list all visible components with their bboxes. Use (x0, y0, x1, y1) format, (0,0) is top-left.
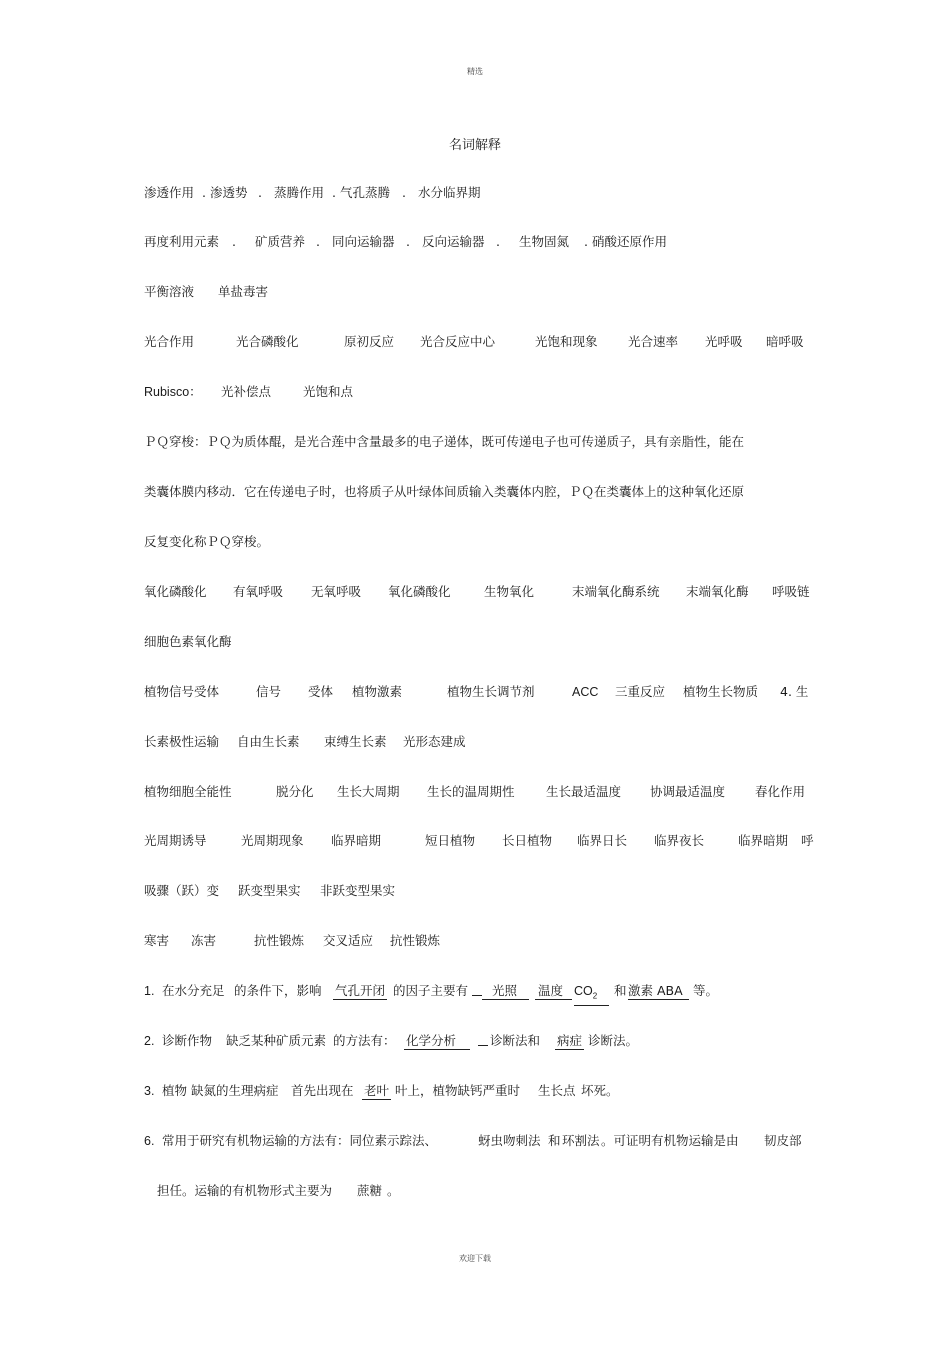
answer-blank-line (472, 982, 482, 996)
question-text: 等。 (693, 983, 719, 998)
term: 呼 (801, 833, 814, 848)
term: 光饱和点 (303, 384, 354, 399)
answer-text: 温度 (535, 983, 572, 1000)
term: . 气孔蒸腾 (332, 185, 390, 200)
page-title: 名词解释 (448, 138, 501, 153)
term: 植物生长物质 (683, 684, 759, 699)
term: 渗透作用 (144, 185, 195, 200)
term: 春化作用 (755, 784, 806, 799)
term: ACC (572, 685, 599, 699)
term: 再度利用元素 (144, 234, 220, 249)
term: 光周期诱导 (144, 833, 207, 848)
answer-underlined (535, 982, 572, 1000)
answer-blank-group (472, 982, 482, 1001)
term: 临界暗期 (738, 833, 789, 848)
term: 末端氧化酶 (686, 584, 749, 599)
answer-blank-line (478, 1032, 488, 1046)
term: . 硝酸还原作用 (584, 234, 667, 249)
answer-text: 生长点 (538, 1083, 576, 1098)
term: 无氧呼吸 (311, 584, 362, 599)
term: 三重反应 (615, 684, 666, 699)
term: 植物信号受体 (144, 684, 220, 699)
question-text: 的条件下，影响 (234, 983, 322, 998)
question-text: 首先出现在 (291, 1083, 354, 1098)
term: 长素极性运输 (144, 734, 220, 749)
term: 4. 生 (780, 684, 809, 699)
term: 生物固氮 (519, 234, 570, 249)
term: 植物生长调节剂 (447, 684, 535, 699)
term: Rubisco： (144, 385, 202, 399)
question-number: 3. (144, 1084, 155, 1098)
term-separator: . (402, 185, 406, 200)
term: 临界日长 (577, 833, 628, 848)
page-footer-mark: 欢迎下载 (459, 1254, 491, 1263)
term: 光合速率 (628, 334, 679, 349)
term: 长日植物 (502, 833, 553, 848)
question-text: 和 (548, 1133, 561, 1148)
term: 脱分化 (276, 784, 314, 799)
question-text: 诊断作物 (162, 1033, 213, 1048)
answer-text: 韧皮部 (764, 1133, 802, 1148)
question-text: 的方法有： (333, 1033, 396, 1048)
term: 临界夜长 (654, 833, 705, 848)
term: 冻害 (191, 933, 217, 948)
question-number: 1. (144, 984, 155, 998)
term-separator: . (232, 234, 236, 249)
answer-blank-group (478, 1032, 488, 1051)
question-text: 。 (387, 1183, 400, 1198)
term-separator: . (496, 234, 500, 249)
term: 矿质营养 (255, 234, 306, 249)
term: 氧化磷酸化 (144, 584, 207, 599)
answer-co2 (574, 983, 609, 1006)
answer-underlined (574, 982, 609, 1006)
term: 寒害 (144, 933, 170, 948)
answer-text: 光照 (482, 983, 529, 1000)
pq-paragraph-line-3: 反复变化称ＰＱ穿梭。 (144, 534, 270, 549)
term-separator: . (406, 234, 410, 249)
term: 光呼吸 (705, 334, 743, 349)
term: 信号 (256, 684, 282, 699)
term: 光周期现象 (241, 833, 304, 848)
term: 受体 (308, 684, 334, 699)
term: 生长的温周期性 (427, 784, 515, 799)
answer-underlined (333, 982, 387, 1000)
answer-subscript: 2 (592, 991, 598, 1001)
term: 原初反应 (344, 334, 395, 349)
term: 自由生长素 (237, 734, 300, 749)
term: 生长大周期 (337, 784, 400, 799)
term: . 渗透势 (202, 185, 248, 200)
answer-underlined (362, 1082, 391, 1100)
question-text: 的因子主要有 (393, 983, 469, 998)
question-text: 常用于研究有机物运输的方法有：同位素示踪法、 (162, 1133, 438, 1148)
question-number: 2. (144, 1034, 155, 1048)
question-text: 叶上，植物缺钙严重时 (395, 1083, 521, 1098)
term-separator: . (258, 185, 262, 200)
term: 光合作用 (144, 334, 195, 349)
term: 光合反应中心 (420, 334, 496, 349)
pq-paragraph-line-2: 类囊体膜内移动．它在传递电子时，也将质子从叶绿体间质输入类囊体内腔，ＰＱ在类囊体上的这种氧化还原 (144, 484, 745, 499)
answer-text: 老叶 (364, 1083, 390, 1098)
answer-underlined (482, 982, 529, 1000)
question-text: 坏死。 (581, 1083, 619, 1098)
term: 反向运输器 (422, 234, 485, 249)
pq-paragraph-line-1: ＰＱ穿梭：ＰＱ为质体醌，是光合莲中含量最多的电子递体，既可传递电子也可传递质子，具有亲脂性，能在 (144, 434, 745, 449)
term: 有氧呼吸 (233, 584, 284, 599)
question-text: 担任。运输的有机物形式主要为 (157, 1183, 333, 1198)
page-header-mark: 精选 (467, 67, 483, 76)
answer-text: 蔗糖 (357, 1183, 383, 1198)
term: 光饱和现象 (535, 334, 598, 349)
term: 平衡溶液 (144, 284, 195, 299)
term: 细胞色素氧化酶 (144, 634, 232, 649)
question-text: 和 (614, 983, 627, 998)
term: 光形态建成 (403, 734, 466, 749)
term: 蒸腾作用 (274, 185, 325, 200)
term: 抗性锻炼 (254, 933, 305, 948)
answer-text: 激素 ABA (628, 983, 689, 1000)
term: 水分临界期 (418, 185, 481, 200)
question-text: 缺氮的生理病症 (191, 1083, 279, 1098)
term: 光合磷酸化 (236, 334, 299, 349)
term: 非跃变型果实 (320, 883, 396, 898)
question-text: 。可证明有机物运输是由 (601, 1133, 739, 1148)
question-text: 在水分充足 (162, 983, 225, 998)
term: 呼吸链 (772, 584, 810, 599)
term: 单盐毒害 (218, 284, 269, 299)
term: 生物氧化 (484, 584, 535, 599)
term: 束缚生长素 (324, 734, 387, 749)
term: 氧化磷酸化 (388, 584, 451, 599)
question-number: 6. (144, 1134, 155, 1148)
term: 同向运输器 (332, 234, 395, 249)
answer-underlined (628, 982, 689, 1000)
answer-underlined (404, 1032, 470, 1050)
term: 植物细胞全能性 (144, 784, 232, 799)
answer-text: 气孔开闭 (335, 983, 386, 998)
question-text: 植物 (162, 1083, 188, 1098)
answer-text: 蚜虫吻刺法 (478, 1133, 541, 1148)
term: 临界暗期 (331, 833, 382, 848)
answer-text: 化学分析 (404, 1033, 470, 1050)
term: 交叉适应 (323, 933, 374, 948)
question-text: 诊断法。 (588, 1033, 639, 1048)
term: 植物激素 (352, 684, 403, 699)
term: 跃变型果实 (238, 883, 301, 898)
term: 光补偿点 (221, 384, 272, 399)
term: 末端氧化酶系统 (572, 584, 660, 599)
term-separator: . (316, 234, 320, 249)
answer-text: CO (574, 984, 593, 998)
term: 吸骤（跃）变 (144, 883, 220, 898)
term: 生长最适温度 (546, 784, 622, 799)
term: 抗性锻炼 (390, 933, 441, 948)
answer-text: 病症 (557, 1033, 583, 1048)
question-text: 缺乏某种矿质元素 (226, 1033, 327, 1048)
question-text: 诊断法和 (490, 1033, 541, 1048)
term: 暗呼吸 (766, 334, 804, 349)
term: 协调最适温度 (650, 784, 726, 799)
term: 短日植物 (425, 833, 476, 848)
answer-underlined (555, 1032, 584, 1050)
answer-text: 环割法 (562, 1133, 600, 1148)
